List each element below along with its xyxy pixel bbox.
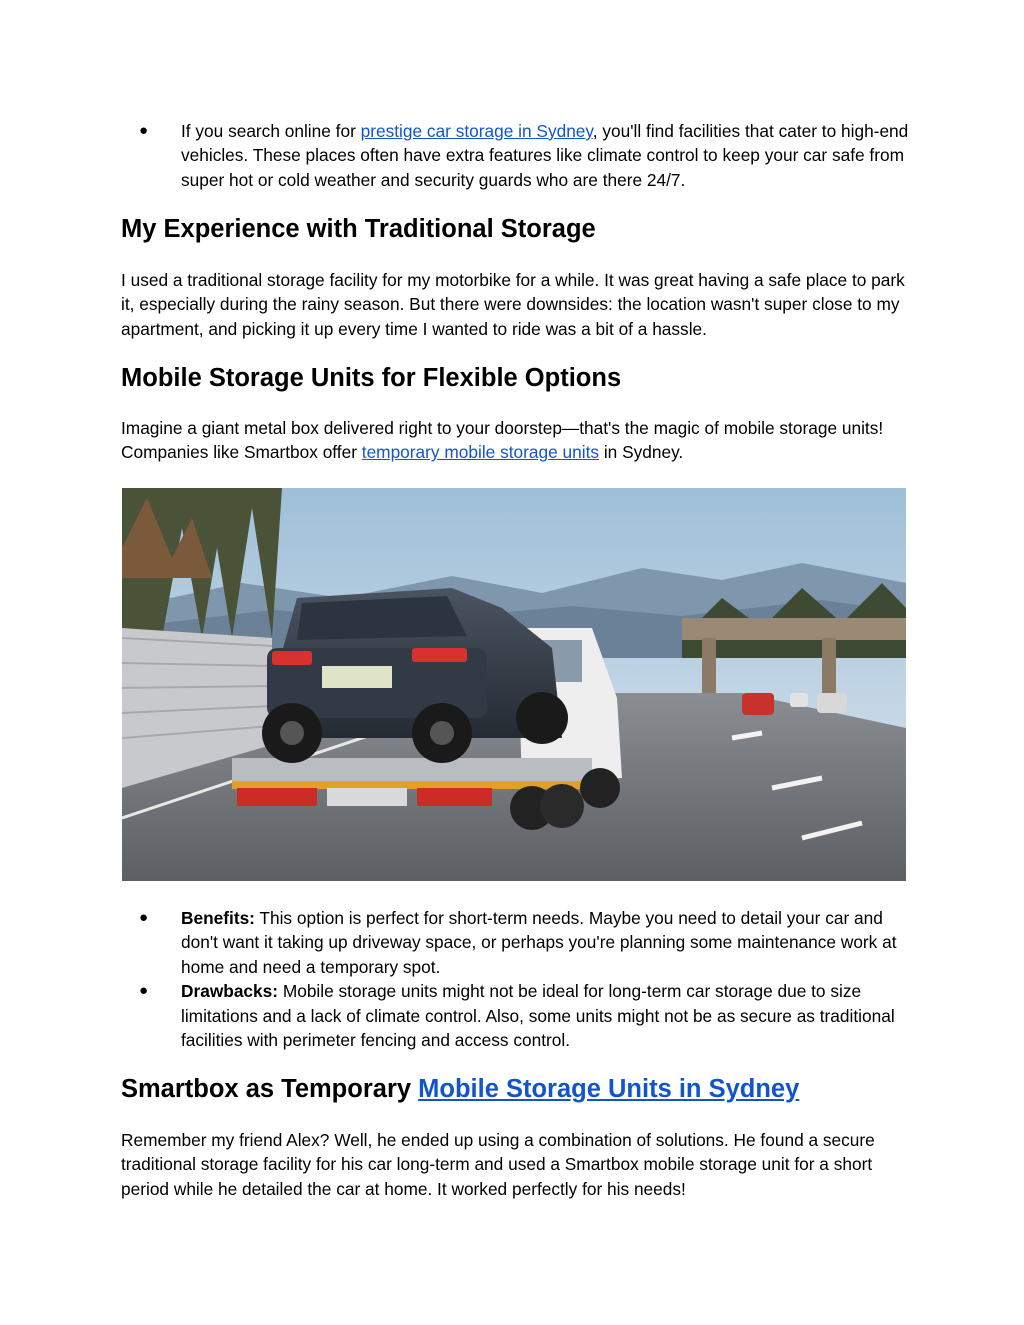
top-bullet-list xyxy=(121,119,911,192)
section-paragraph-mobile-storage xyxy=(121,416,911,465)
bullet-text: This option is perfect for short-term needs. Maybe you need to detail your car and don't want it taking up driveway space, or perhaps you're planning some maintenance work at home and need a temporary spot. xyxy=(181,908,897,977)
bullet-dot-icon: ● xyxy=(139,122,149,139)
benefits-drawbacks-list xyxy=(121,906,911,1052)
bullet-text-prefix: If you search online for xyxy=(181,121,361,141)
section-paragraph-traditional-storage: I used a traditional storage facility for my motorbike for a while. It was great having a safe place to park it, especially during the rainy season. But there were downsides: the location wasn't super close to my apartment, and picking it up every time I wanted to ride was a bit of a hassle. xyxy=(121,270,905,339)
bullet-dot-icon: ● xyxy=(139,982,149,1000)
list-item xyxy=(121,979,911,1052)
bullet-text: Mobile storage units might not be ideal for long-term car storage due to size limitations and a lack of climate control. Also, some units might not be as secure as traditional facilities with perimeter fencing and access control. xyxy=(181,981,895,1051)
paragraph-text-prefix: Imagine a giant metal box delivered right to your doorstep—that's the magic of mobile storage units! Companies like Smartbox offer xyxy=(121,418,884,463)
bullet-text-suffix: , you'll find facilities that cater to high-end vehicles. These places often have extra features like climate control to keep your car safe from super hot or cold weather and security guards who are there 24/7. xyxy=(181,121,909,190)
section-heading-traditional-storage: My Experience with Traditional Storage xyxy=(121,215,596,243)
car-tow-truck-photo xyxy=(122,488,906,881)
temporary-mobile-storage-link[interactable]: temporary mobile storage units xyxy=(361,442,600,463)
section-paragraph-smartbox: Remember my friend Alex? Well, he ended up using a combination of solutions. He found a secure traditional storage facility for his car long-term and used a Smartbox mobile storage unit for a short period while he detailed the car at home. It worked perfectly for his needs! xyxy=(121,1130,875,1199)
bullet-dot-icon: ● xyxy=(139,909,149,926)
section-heading-mobile-storage: Mobile Storage Units for Flexible Options xyxy=(121,364,622,392)
section-heading-smartbox xyxy=(121,1073,799,1105)
mobile-storage-units-sydney-link[interactable]: Mobile Storage Units in Sydney xyxy=(418,1075,800,1103)
car-tow-truck-image xyxy=(122,488,906,881)
bullet-label: Benefits: xyxy=(181,908,255,928)
list-item xyxy=(121,119,911,192)
heading-text-prefix: Smartbox as Temporary xyxy=(121,1075,419,1103)
paragraph-text-suffix: in Sydney. xyxy=(599,442,684,463)
prestige-car-storage-link[interactable]: prestige car storage in Sydney xyxy=(360,121,593,141)
bullet-label: Drawbacks: xyxy=(181,981,279,1002)
list-item xyxy=(121,906,911,979)
